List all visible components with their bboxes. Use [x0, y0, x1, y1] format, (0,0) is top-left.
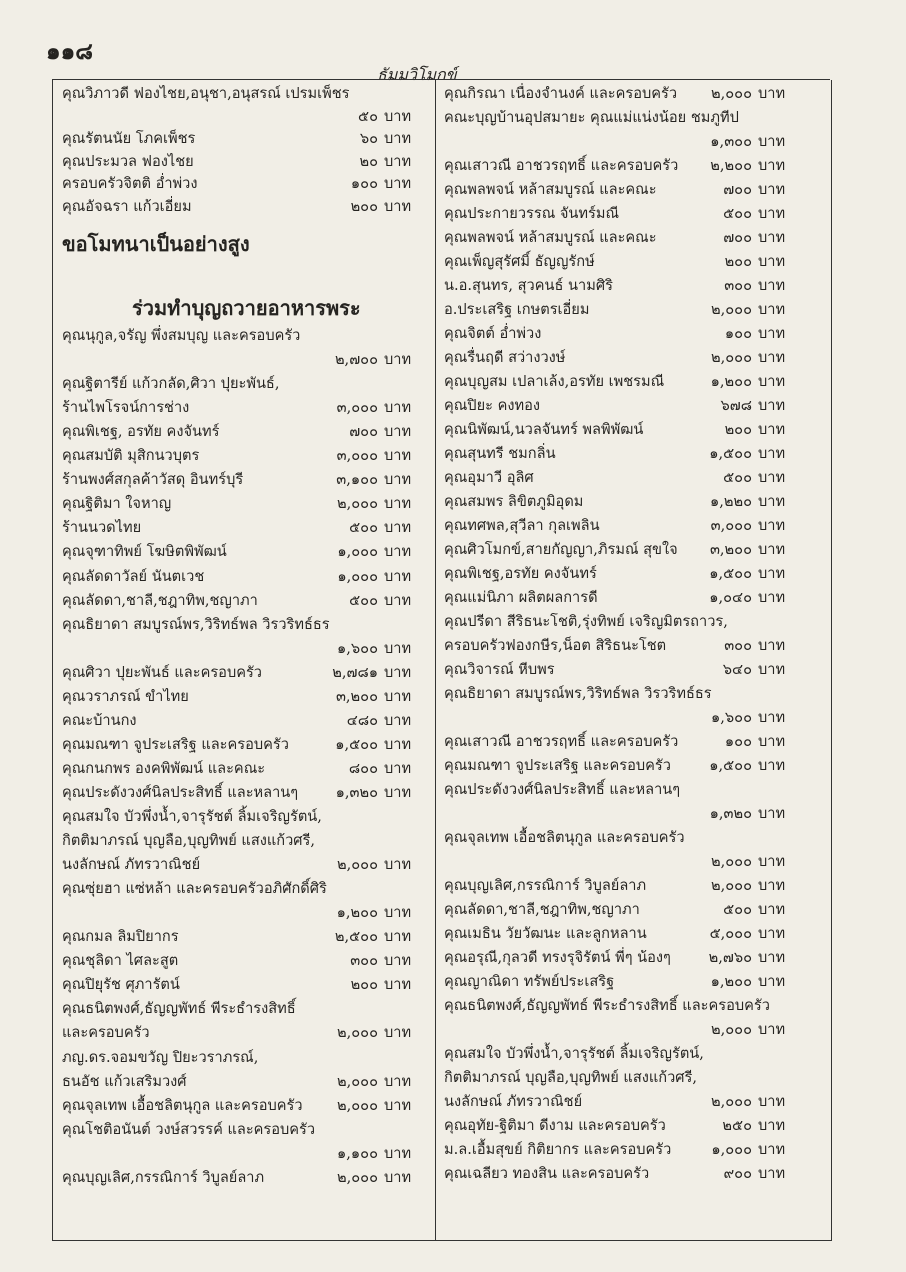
currency-label: บาท	[384, 423, 412, 441]
donation-amount: ๒,๐๐๐	[337, 1072, 378, 1090]
donor-name: คุณฐิติมา ใจหาญ	[62, 495, 172, 513]
donation-amount: ๑,๒๐๐	[710, 973, 752, 990]
currency-label: บาท	[384, 495, 412, 513]
column-divider	[435, 80, 436, 1240]
donation-amount: ๑,๓๒๐	[709, 805, 752, 822]
donation-amount: ๑,๒๒๐	[709, 493, 752, 510]
donation-amount: ๕๐	[358, 107, 378, 125]
donor-name: คุณสมบัติ มุสิกนวบุตร	[62, 447, 200, 465]
currency-label: บาท	[758, 229, 786, 246]
donor-name: คุณญาณิดา ทรัพย์ประเสริฐ	[444, 973, 615, 990]
currency-label: บาท	[758, 1141, 786, 1158]
donation-amount: ๒,๐๐๐	[337, 1096, 378, 1114]
donation-amount: ๓,๑๐๐	[336, 471, 378, 489]
donation-amount: ๒,๗๖๐	[708, 949, 752, 966]
donor-name: คุณเพ็ญสุรัศมิ์ ธัญญรักษ์	[444, 253, 595, 270]
donor-name: คุณเสาวณี อาชวรฤทธิ์ และครอบครัว	[444, 157, 679, 174]
donation-amount: ๒,๐๐๐	[337, 1024, 378, 1042]
donor-name: ภญ.ดร.จอมขวัญ ปิยะวราภรณ์,	[62, 1048, 259, 1066]
donation-amount: ๑,๕๐๐	[709, 565, 752, 582]
currency-label: บาท	[384, 519, 412, 537]
currency-label: บาท	[758, 901, 786, 918]
donation-amount: ๑,๒๐๐	[336, 904, 378, 922]
donation-amount: ๓,๐๐๐	[710, 517, 752, 534]
donor-name: นงลักษณ์ ภัทรวาณิชย์	[62, 856, 201, 874]
currency-label: บาท	[758, 85, 786, 102]
donation-amount: ๑๐๐	[350, 175, 378, 192]
donation-amount: ๒,๐๐๐	[711, 1021, 752, 1038]
donation-amount: ๓,๒๐๐	[335, 687, 378, 705]
currency-label: บาท	[384, 399, 412, 417]
donor-name: คุณกิรณา เนื่องจำนงค์ และครอบครัว	[444, 85, 678, 102]
currency-label: บาท	[758, 397, 786, 414]
donor-name: คุณอรุณี,กุลวดี ทรงรุจิรัตน์ พี่ๆ น้องๆ	[444, 949, 671, 966]
donation-amount: ๑,๓๐๐	[710, 133, 752, 150]
donor-name: คุณอุทัย-ฐิติมา ดีงาม และครอบครัว	[444, 1117, 666, 1134]
donor-name: คุณจุลเทพ เอื้อชลิตนุกูล และครอบครัว	[62, 1096, 303, 1114]
donor-name: ครอบครัวฟองกษีร,น็อต สิริธนะโชต	[444, 637, 667, 654]
donor-name: คุณมณฑา จูประเสริฐ และครอบครัว	[444, 757, 671, 774]
donor-name: คุณอัจฉรา แก้วเอี่ยม	[62, 197, 192, 215]
donation-amount: ๑,๕๐๐	[335, 735, 378, 753]
currency-label: บาท	[758, 709, 786, 726]
currency-label: บาท	[384, 543, 412, 561]
donation-amount: ๒,๐๐๐	[711, 85, 752, 102]
donation-amount: ๖๔๐	[722, 661, 752, 678]
donor-name: นงลักษณ์ ภัทรวาณิชย์	[444, 1093, 583, 1110]
currency-label: บาท	[384, 735, 412, 753]
heading-food-offering: ร่วมทำบุญถวายอาหารพระ	[132, 296, 361, 320]
donor-name: คุณจิตต์ อ่ำพ่วง	[444, 325, 542, 342]
donor-name: คุณลัดดา,ชาลี,ชฎาทิพ,ชญาภา	[62, 591, 258, 609]
currency-label: บาท	[758, 301, 786, 318]
currency-label: บาท	[758, 1117, 786, 1134]
donor-name: คุณประดังวงศ์นิลประสิทธิ์ และหลานๆ	[444, 781, 681, 798]
donation-amount: ๒,๐๐๐	[711, 301, 752, 318]
donation-amount: ๒,๐๐๐	[337, 1168, 378, 1186]
donor-name: คุณกนกพร องคพิพัฒน์ และคณะ	[62, 759, 266, 777]
currency-label: บาท	[384, 687, 412, 705]
donation-amount: ๗๐๐	[349, 423, 378, 441]
donor-name: คุณพลพจน์ หล้าสมบูรณ์ และคณะ	[444, 181, 657, 198]
currency-label: บาท	[384, 856, 412, 874]
heading-thanks: ขอโมทนาเป็นอย่างสูง	[62, 232, 250, 256]
donation-amount: ๑,๐๐๐	[711, 1141, 752, 1158]
currency-label: บาท	[758, 1165, 786, 1182]
currency-label: บาท	[758, 853, 786, 870]
donor-name: คณะบ้านกง	[62, 711, 137, 729]
currency-label: บาท	[758, 757, 786, 774]
donor-name: และครอบครัว	[62, 1024, 150, 1042]
donor-name: ร้านนวดไทย	[62, 519, 142, 537]
donation-amount: ๗๐๐	[723, 229, 752, 246]
donation-amount: ๑,๖๐๐	[337, 639, 378, 657]
donation-amount: ๑,๕๐๐	[709, 757, 752, 774]
donation-amount: ๒๐๐	[350, 197, 378, 215]
donor-name: คุณพิเชฐ,อรทัย คงจันทร์	[444, 565, 597, 582]
donor-name: อ.ประเสริฐ เกษตรเอี่ยม	[444, 301, 590, 318]
currency-label: บาท	[384, 928, 412, 946]
currency-label: บาท	[384, 711, 412, 729]
running-header: ธัมมวิโมกข์	[377, 65, 457, 84]
currency-label: บาท	[758, 973, 786, 990]
donor-name: ร้านพงศ์สกุลค้าวัสดุ อินทร์บุรี	[62, 471, 244, 489]
donor-name: คุณอุมาวี อุลิศ	[444, 469, 534, 486]
currency-label: บาท	[384, 783, 412, 801]
donation-amount: ๓,๐๐๐	[336, 399, 378, 417]
donation-amount: ๒๐๐	[724, 421, 752, 438]
donor-name: คุณบุญเลิศ,กรรณิการ์ วิบูลย์ลาภ	[444, 877, 647, 894]
donor-name: คุณวิภาวดี ฟองไชย,อนุชา,อนุสรณ์ เปรมเพ็ชร	[62, 85, 350, 102]
donation-amount: ๒,๐๐๐	[337, 856, 378, 874]
currency-label: บาท	[758, 565, 786, 582]
donor-name: คุณชุลิดา ไศละสูต	[62, 952, 179, 970]
donor-name: คุณปรีดา สีริธนะโชติ,รุ่งทิพย์ เจริญมิตรถาวร,	[444, 613, 728, 630]
donation-amount: ๒,๐๐๐	[711, 1093, 752, 1110]
donor-name: คุณซุ่ยฮา แซ่หล้า และครอบครัวอภิศักดิ์ศิริ	[62, 880, 327, 898]
donor-name: คุณบุญสม เปลาเล้ง,อรทัย เพชรมณี	[444, 373, 665, 390]
currency-label: บาท	[758, 373, 786, 390]
donation-amount: ๓,๐๐๐	[336, 447, 378, 465]
donation-amount: ๑๐๐	[724, 733, 752, 750]
donor-name: คุณเมธิน วัยวัฒนะ และลูกหลาน	[444, 925, 647, 942]
donation-amount: ๖๐	[359, 130, 378, 147]
donor-name: คุณธนิตพงศ์,ธัญญพัทธ์ พีระธำรงสิทธิ์ และครอบครัว	[444, 997, 770, 1014]
donor-name: คุณโชติอนันต์ วงษ์สวรรค์ และครอบครัว	[62, 1120, 316, 1138]
currency-label: บาท	[758, 445, 786, 462]
donor-name: คุณนิพัฒน์,นวลจันทร์ พลพิพัฒน์	[444, 421, 644, 438]
currency-label: บาท	[384, 107, 412, 125]
donation-amount: ๑,๐๔๐	[709, 589, 752, 606]
currency-label: บาท	[384, 639, 412, 657]
donation-amount: ๓,๒๐๐	[709, 541, 752, 558]
donor-name: คุณสมใจ บัวพึ่งน้ำ,จารุรัชต์ ลิ้มเจริญรัตน์,	[62, 808, 322, 825]
donation-amount: ๑,๓๒๐	[335, 783, 378, 801]
donor-name: คุณวราภรณ์ ขำไทย	[62, 687, 189, 705]
donation-amount: ๓๐๐	[350, 952, 378, 970]
donation-amount: ๑,๑๐๐	[337, 1144, 378, 1162]
donor-name: คุณบุญเลิศ,กรรณิการ์ วิบูลย์ลาภ	[62, 1168, 265, 1186]
currency-label: บาท	[384, 447, 412, 465]
donor-name: คุณนุกูล,จรัญ พึ่งสมบุญ และครอบครัว	[62, 327, 301, 344]
donor-name: ร้านไพโรจน์การช่าง	[62, 399, 190, 417]
currency-label: บาท	[384, 152, 412, 170]
currency-label: บาท	[758, 157, 786, 174]
donor-name: คุณลัดดา,ชาลี,ชฎาทิพ,ชญาภา	[444, 901, 640, 918]
donor-name: ครอบครัวจิตติ อ่ำพ่วง	[62, 175, 198, 192]
donor-name: คุณสมใจ บัวพึ่งน้ำ,จารุรัชต์ ลิ้มเจริญรัตน์,	[444, 1045, 704, 1062]
donation-amount: ๒,๐๐๐	[711, 853, 752, 870]
currency-label: บาท	[384, 952, 412, 970]
currency-label: บาท	[758, 421, 786, 438]
donor-name: คุณเสาวณี อาชวรฤทธิ์ และครอบครัว	[444, 733, 679, 750]
donor-name: คุณกมล ลิมปิยากร	[62, 928, 179, 946]
donation-amount: ๑,๐๐๐	[337, 567, 378, 585]
currency-label: บาท	[758, 925, 786, 942]
donation-amount: ๒,๐๐๐	[337, 495, 378, 513]
donation-amount: ๒,๒๐๐	[710, 157, 752, 174]
currency-label: บาท	[384, 1072, 412, 1090]
donor-name: คุณธิยาดา สมบูรณ์พร,วิริทธ์พล วิรวริทธ์ธร	[444, 685, 712, 702]
donor-name: คุณเฉลียว ทองสิน และครอบครัว	[444, 1165, 650, 1182]
donation-amount: ๑,๖๐๐	[711, 709, 752, 726]
donation-amount: ๑,๕๐๐	[709, 445, 752, 462]
donation-amount: ๕๐๐	[349, 519, 378, 537]
donation-amount: ๒๐	[359, 152, 378, 170]
currency-label: บาท	[384, 175, 412, 192]
currency-label: บาท	[758, 805, 786, 822]
donor-name: คุณประมวล ฟองไชย	[62, 152, 194, 170]
donation-amount: ๒๕๐	[722, 1117, 752, 1134]
currency-label: บาท	[384, 759, 412, 777]
donor-name: คุณลัดดาวัลย์ นันตเวช	[62, 567, 205, 585]
currency-label: บาท	[758, 133, 786, 150]
currency-label: บาท	[758, 541, 786, 558]
currency-label: บาท	[758, 733, 786, 750]
donation-amount: ๗๐๐	[723, 181, 752, 198]
donation-amount: ๔๘๐	[346, 711, 378, 729]
donor-name: คุณวิจารณ์ หีบพร	[444, 661, 555, 678]
donor-name: น.อ.สุนทร, สุวคนธ์ นามศิริ	[444, 277, 613, 294]
donation-amount: ๑,๐๐๐	[337, 543, 378, 561]
donor-name: คุณจุฑาทิพย์ โฆษิตพิพัฒน์	[62, 543, 227, 561]
donor-name: คุณพลพจน์ หล้าสมบูรณ์ และคณะ	[444, 229, 657, 246]
currency-label: บาท	[758, 253, 786, 270]
donation-amount: ๒๐๐	[350, 976, 378, 994]
currency-label: บาท	[384, 1144, 412, 1162]
donor-name: คุณแม่นิภา ผลิตผลการดี	[444, 589, 598, 606]
donor-name: คุณสุนทรี ชมกลิ่น	[444, 445, 556, 462]
donor-name: คุณศิวโมกข์,สายกัญญา,ภิรมณ์ สุขใจ	[444, 541, 678, 558]
donation-amount: ๒,๕๐๐	[334, 928, 378, 946]
currency-label: บาท	[758, 1021, 786, 1038]
currency-label: บาท	[384, 591, 412, 609]
donor-name: ธนอัช แก้วเสริมวงศ์	[62, 1072, 187, 1090]
donor-name: คุณธนิตพงศ์,ธัญญพัทธ์ พีระธำรงสิทธิ์	[62, 1000, 296, 1018]
currency-label: บาท	[384, 197, 412, 215]
donation-amount: ๑๐๐	[724, 325, 752, 342]
donor-name: คุณจุลเทพ เอื้อชลิตนุกูล และครอบครัว	[444, 829, 685, 846]
donor-name: คุณประดังวงศ์นิลประสิทธิ์ และหลานๆ	[62, 783, 299, 801]
currency-label: บาท	[758, 517, 786, 534]
currency-label: บาท	[758, 325, 786, 342]
donation-amount: ๕๐๐	[723, 901, 752, 918]
donor-name: คณะบุญบ้านอุปสมายะ คุณแม่แน่งน้อย ชมภูทีป	[444, 109, 739, 126]
currency-label: บาท	[384, 130, 412, 147]
donor-name: ม.ล.เอื้มสุขย์ กิติยากร และครอบครัว	[444, 1141, 672, 1158]
donation-amount: ๒,๐๐๐	[711, 877, 752, 894]
donor-name: คุณปิยะ คงทอง	[444, 397, 540, 414]
donor-name: คุณสมพร ลิขิตภูมิอุดม	[444, 493, 584, 510]
donor-name: คุณรัตนนัย โภคเพ็ชร	[62, 130, 196, 147]
donor-name: คุณมณฑา จูประเสริฐ และครอบครัว	[62, 735, 289, 753]
currency-label: บาท	[758, 469, 786, 486]
donation-amount: ๒,๗๐๐	[334, 351, 378, 369]
donation-amount: ๓๐๐	[724, 277, 752, 294]
currency-label: บาท	[758, 349, 786, 366]
page-number: ๑๑๘	[46, 39, 93, 65]
currency-label: บาท	[384, 351, 412, 369]
donor-name: คุณฐิตารีย์ แก้วกลัด,ศิวา ปุยะพันธ์,	[62, 375, 280, 393]
donation-amount: ๓๐๐	[724, 637, 752, 654]
donor-name: คุณรื่นฤดี สว่างวงษ์	[444, 349, 566, 366]
donor-name: กิตติมาภรณ์ บุญลือ,บุญทิพย์ แสงแก้วศรี,	[444, 1069, 698, 1086]
currency-label: บาท	[384, 663, 412, 681]
currency-label: บาท	[758, 877, 786, 894]
donation-amount: ๘๐๐	[348, 759, 378, 777]
currency-label: บาท	[758, 493, 786, 510]
donation-amount: ๕๐๐	[723, 469, 752, 486]
currency-label: บาท	[758, 205, 786, 222]
donation-amount: ๕,๐๐๐	[709, 925, 752, 942]
donation-amount: ๒,๗๘๑	[332, 663, 378, 681]
donation-amount: ๑,๒๐๐	[710, 373, 752, 390]
currency-label: บาท	[758, 949, 786, 966]
donation-amount: ๒๐๐	[724, 253, 752, 270]
donation-amount: ๒,๐๐๐	[711, 349, 752, 366]
donor-name: คุณพิเชฐ, อรทัย คงจันทร์	[62, 423, 220, 441]
donation-amount: ๖๗๘	[720, 397, 752, 414]
donor-name: คุณปิยุรัช ศุภารัตน์	[62, 976, 180, 994]
currency-label: บาท	[758, 661, 786, 678]
donation-amount: ๕๐๐	[349, 591, 378, 609]
currency-label: บาท	[384, 1096, 412, 1114]
currency-label: บาท	[758, 589, 786, 606]
currency-label: บาท	[758, 637, 786, 654]
donor-name: คุณศิวา ปุยะพันธ์ และครอบครัว	[62, 663, 263, 681]
currency-label: บาท	[384, 1168, 412, 1186]
currency-label: บาท	[384, 1024, 412, 1042]
currency-label: บาท	[384, 904, 412, 922]
currency-label: บาท	[384, 567, 412, 585]
currency-label: บาท	[384, 976, 412, 994]
donation-amount: ๙๐๐	[723, 1165, 752, 1182]
donor-name: คุณทศพล,สุวีลา กุลเพลิน	[444, 517, 600, 534]
currency-label: บาท	[384, 471, 412, 489]
donor-name: กิตติมาภรณ์ บุญลือ,บุญทิพย์ แสงแก้วศรี,	[62, 832, 316, 850]
currency-label: บาท	[758, 181, 786, 198]
currency-label: บาท	[758, 1093, 786, 1110]
donor-name: คุณธิยาดา สมบูรณ์พร,วิริทธ์พล วิรวริทธ์ธร	[62, 615, 330, 633]
currency-label: บาท	[758, 277, 786, 294]
donor-name: คุณประกายวรรณ จันทร์มณี	[444, 205, 620, 222]
donation-amount: ๕๐๐	[723, 205, 752, 222]
